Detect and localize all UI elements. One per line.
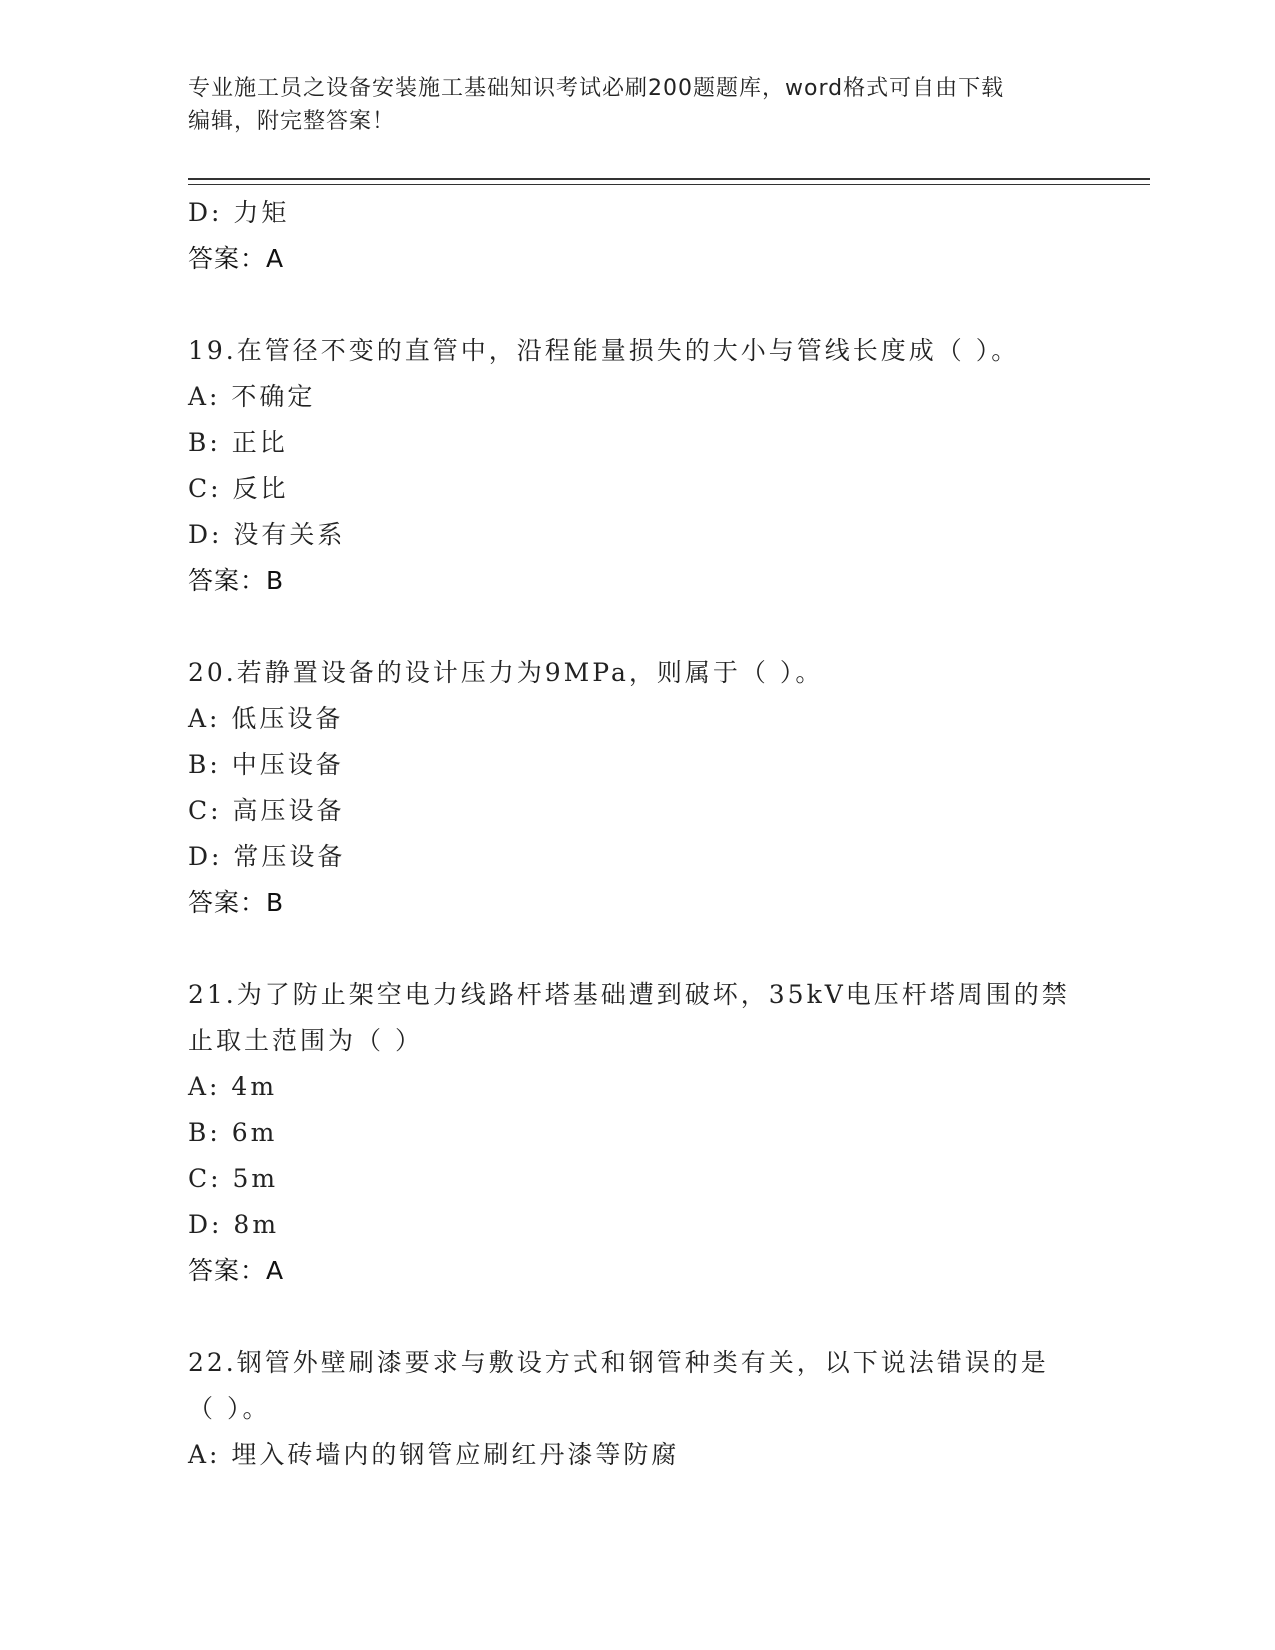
- header-divider-thick: [188, 178, 1150, 180]
- answer: 答案：B: [188, 888, 285, 917]
- question-text-line-2: 止取土范围为（ ）: [188, 1026, 423, 1055]
- option-a: A: 低压设备: [188, 704, 344, 733]
- option-d: D: 力矩: [188, 198, 290, 227]
- question-20: [188, 650, 1088, 926]
- question-22: [188, 1340, 1088, 1478]
- option-b: B: 正比: [188, 428, 288, 457]
- option-a: A: 不确定: [188, 382, 316, 411]
- question-text: 19.在管径不变的直管中，沿程能量损失的大小与管线长度成（ ）。: [188, 336, 1020, 365]
- option-c: C: 高压设备: [188, 796, 345, 825]
- question-text: 20.若静置设备的设计压力为9MPa，则属于（ ）。: [188, 658, 824, 687]
- header-line-2: 编辑，附完整答案！: [188, 109, 396, 134]
- option-a: A: 4m: [188, 1072, 278, 1101]
- answer: 答案：A: [188, 244, 285, 273]
- answer: 答案：A: [188, 1256, 285, 1285]
- question-text-line-1: 22.钢管外壁刷漆要求与敷设方式和钢管种类有关，以下说法错误的是: [188, 1348, 1049, 1377]
- option-d: D: 没有关系: [188, 520, 346, 549]
- option-d: D: 8m: [188, 1210, 280, 1239]
- answer: 答案：B: [188, 566, 285, 595]
- option-c: C: 反比: [188, 474, 289, 503]
- question-21: [188, 972, 1088, 1294]
- question-19: [188, 328, 1088, 604]
- option-d: D: 常压设备: [188, 842, 346, 871]
- option-a: A: 埋入砖墙内的钢管应刷红丹漆等防腐: [188, 1440, 680, 1469]
- header-line-1: 专业施工员之设备安装施工基础知识考试必刷200题题库，word格式可自由下载: [188, 76, 1005, 101]
- option-c: C: 5m: [188, 1164, 279, 1193]
- header-divider-thin: [188, 184, 1150, 185]
- document-body: [188, 190, 1088, 1478]
- question-text-line-2: （ ）。: [188, 1394, 271, 1423]
- option-b: B: 6m: [188, 1118, 278, 1147]
- document-header: [188, 72, 1088, 138]
- question-text-line-1: 21.为了防止架空电力线路杆塔基础遭到破坏，35kV电压杆塔周围的禁: [188, 980, 1070, 1009]
- option-b: B: 中压设备: [188, 750, 344, 779]
